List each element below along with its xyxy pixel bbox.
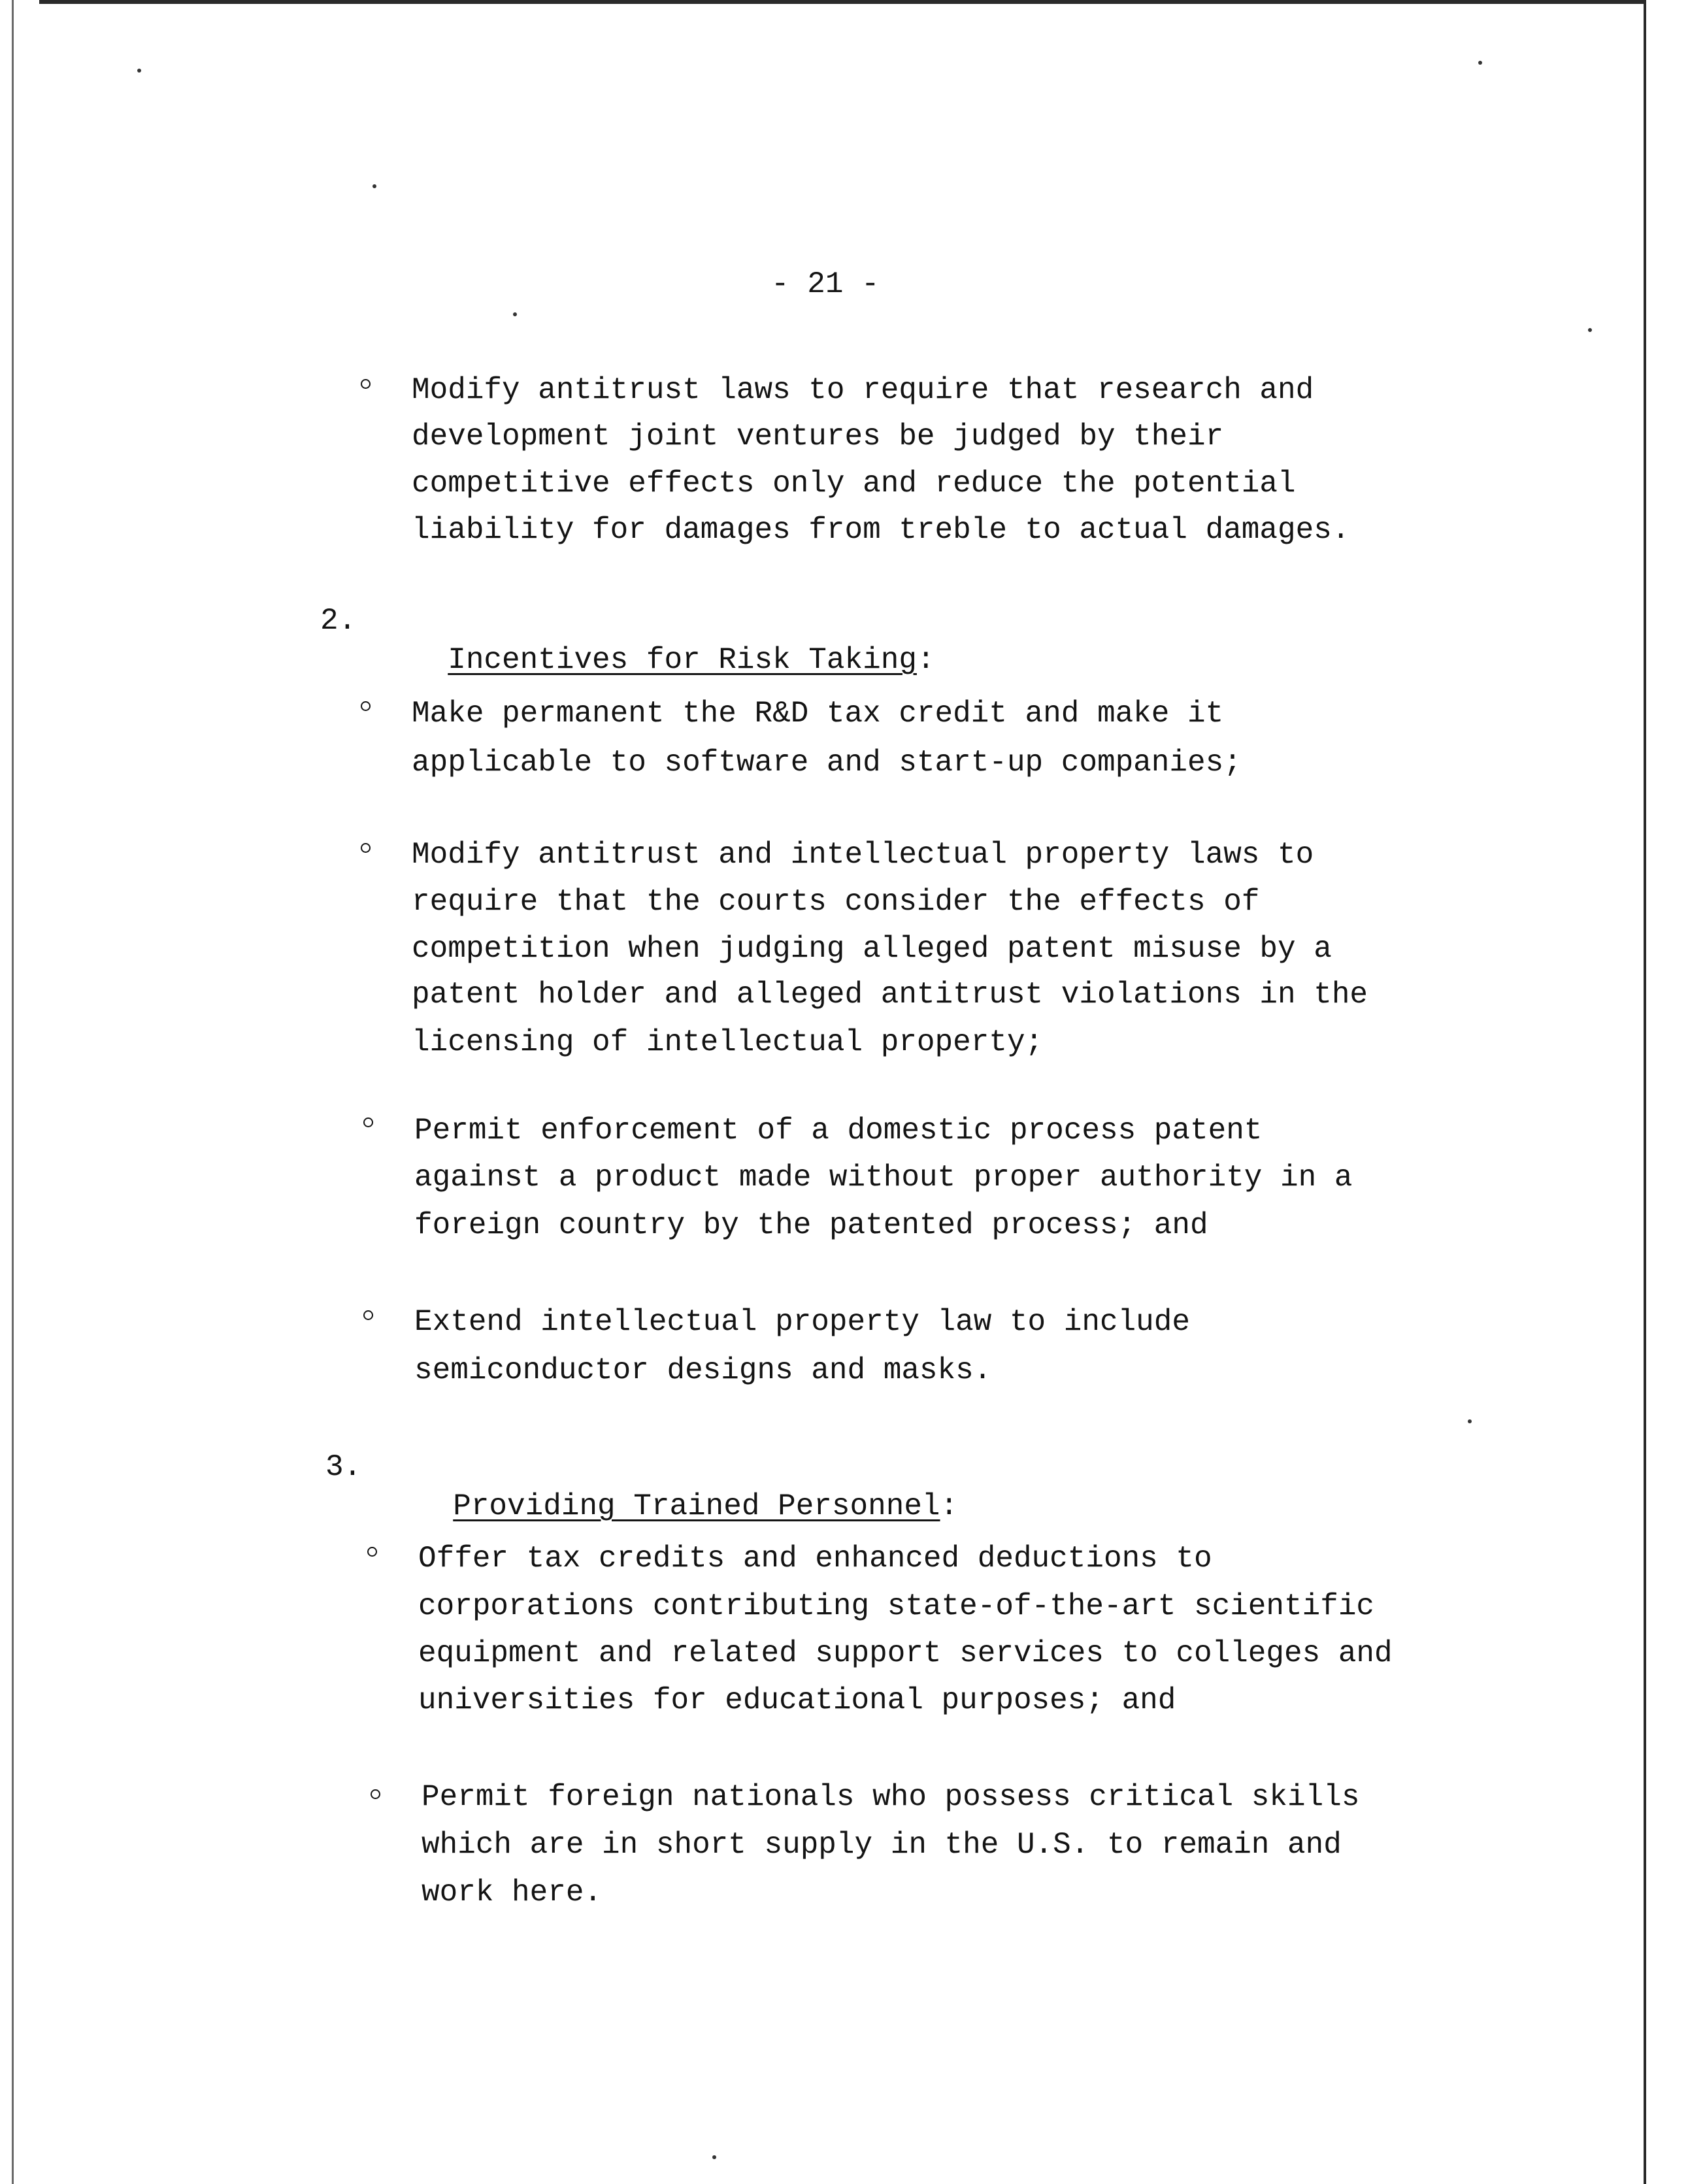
bullet-marker xyxy=(361,379,371,389)
text-line: Permit foreign nationals who possess critical skills xyxy=(422,1780,1360,1814)
section-title: Incentives for Risk Taking xyxy=(448,643,917,677)
text-line: licensing of intellectual property; xyxy=(412,1025,1044,1059)
text-line: Offer tax credits and enhanced deductions to xyxy=(418,1542,1212,1576)
text-line: require that the courts consider the effects of xyxy=(412,885,1260,919)
scan-speck xyxy=(372,184,376,188)
text-line: Modify antitrust and intellectual property laws to xyxy=(412,838,1314,872)
text-line: development joint ventures be judged by their xyxy=(412,420,1224,454)
scan-speck xyxy=(1588,328,1592,332)
text-line: Permit enforcement of a domestic process patent xyxy=(414,1114,1263,1148)
text-line: competition when judging alleged patent misuse by a xyxy=(412,932,1332,966)
scan-edge-top xyxy=(39,0,1646,4)
section-heading xyxy=(417,1448,958,1526)
bullet-marker xyxy=(371,1789,380,1799)
text-line: Extend intellectual property law to include xyxy=(414,1305,1190,1339)
bullet-marker xyxy=(363,1310,373,1320)
text-line: liability for damages from treble to actual damages. xyxy=(412,513,1350,547)
text-line: applicable to software and start-up companies; xyxy=(412,746,1242,780)
text-line: equipment and related support services to colleges and xyxy=(418,1636,1393,1670)
bullet-marker xyxy=(361,701,371,711)
section-number: 3. xyxy=(325,1450,362,1484)
text-line: corporations contributing state-of-the-art scientific xyxy=(418,1589,1375,1623)
scan-speck xyxy=(1478,61,1482,65)
bullet-marker xyxy=(367,1547,377,1557)
scan-speck xyxy=(137,69,141,73)
scan-speck xyxy=(1468,1419,1472,1423)
text-line: universities for educational purposes; and xyxy=(418,1683,1176,1717)
text-line: foreign country by the patented process; and xyxy=(414,1208,1208,1242)
scan-edge-right xyxy=(1644,0,1646,2184)
scan-speck xyxy=(513,312,517,316)
section-number: 2. xyxy=(320,604,357,638)
text-line: competitive effects only and reduce the potential xyxy=(412,467,1296,501)
text-line: work here. xyxy=(422,1876,603,1910)
text-line: Modify antitrust laws to require that research and xyxy=(412,373,1314,407)
scan-speck xyxy=(712,2155,716,2159)
text-line: patent holder and alleged antitrust violations in the xyxy=(412,978,1368,1012)
bullet-marker xyxy=(361,843,371,853)
bullet-marker xyxy=(363,1117,373,1127)
text-line: semiconductor designs and masks. xyxy=(414,1353,992,1387)
section-title-suffix: : xyxy=(916,643,935,677)
section-heading xyxy=(412,601,935,680)
section-title-suffix: : xyxy=(940,1489,959,1523)
scan-edge-left xyxy=(12,0,14,2184)
text-line: against a product made without proper authority in a xyxy=(414,1161,1353,1195)
section-title: Providing Trained Personnel xyxy=(453,1489,940,1523)
page-number: - 21 - xyxy=(771,267,880,301)
text-line: which are in short supply in the U.S. to remain and xyxy=(422,1828,1342,1862)
text-line: Make permanent the R&D tax credit and make it xyxy=(412,697,1224,731)
